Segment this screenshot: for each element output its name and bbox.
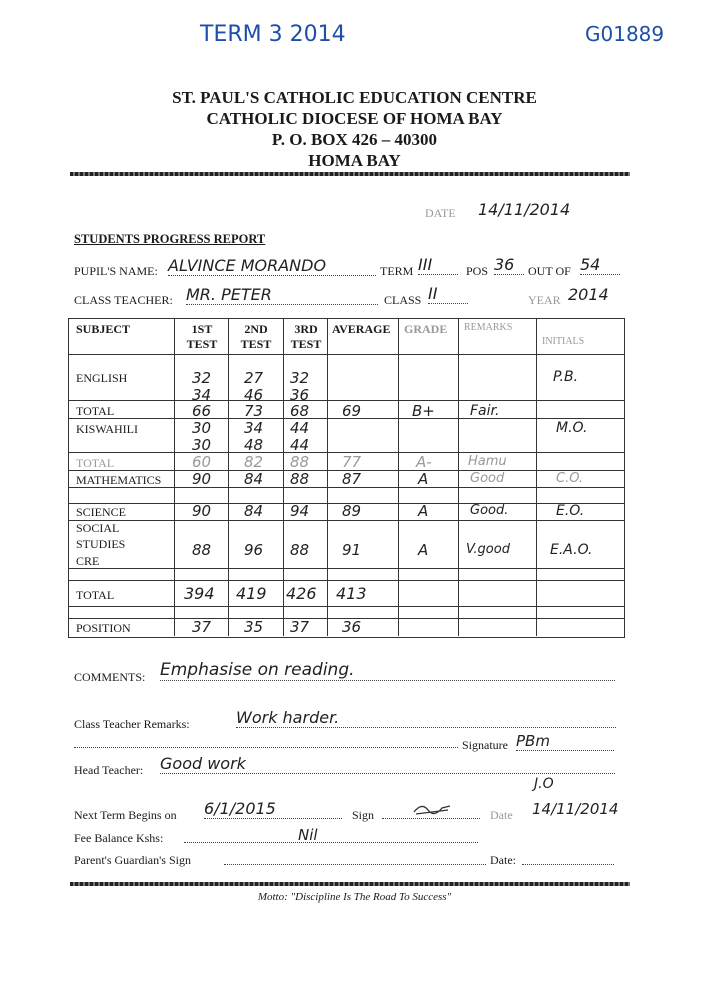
term-label: TERM xyxy=(380,264,414,278)
subject-cre: CRE xyxy=(76,554,100,568)
average: 89 xyxy=(342,502,362,520)
mark: 68 xyxy=(290,402,310,420)
average: 87 xyxy=(342,470,362,488)
mark: 88 xyxy=(192,541,212,559)
subject-kiswahili: KISWAHILI xyxy=(76,422,138,436)
row-divider xyxy=(68,606,624,607)
comments-label: COMMENTS: xyxy=(74,670,146,684)
col-divider xyxy=(536,318,537,636)
mark: 32 xyxy=(192,369,212,387)
grade: A xyxy=(418,470,429,488)
remarks-continuation xyxy=(74,747,458,748)
remark: Good xyxy=(470,471,505,486)
sign-label: Sign xyxy=(352,808,375,822)
grade: B+ xyxy=(412,402,435,420)
signature-label: Signature xyxy=(462,738,508,752)
class-label: CLASS xyxy=(384,293,422,307)
row-divider xyxy=(68,354,624,355)
mark: 44 xyxy=(290,419,310,437)
position-label: POSITION xyxy=(76,621,131,635)
fee-line xyxy=(184,842,478,843)
parent-sign-line xyxy=(224,864,486,865)
col-divider xyxy=(398,318,399,636)
school-name: ST. PAUL'S CATHOLIC EDUCATION CENTRE xyxy=(172,88,537,107)
mark: 96 xyxy=(244,541,264,559)
mark: 37 xyxy=(290,618,310,636)
subject-mathematics: MATHEMATICS xyxy=(76,473,162,487)
mark: 88 xyxy=(290,541,310,559)
outof-value: 54 xyxy=(580,255,620,275)
mark: 37 xyxy=(192,618,212,636)
mark: 27 xyxy=(244,369,264,387)
mark: 82 xyxy=(244,453,264,471)
mark: 426 xyxy=(286,584,317,603)
parent-sign-label: Parent's Guardian's Sign xyxy=(74,853,191,867)
mark: 35 xyxy=(244,618,264,636)
parent-date-line xyxy=(522,864,614,865)
po-box: P. O. BOX 426 – 40300 xyxy=(271,130,438,149)
term-value: III xyxy=(418,255,458,275)
initials-mathematics: C.O. xyxy=(556,471,584,486)
grand-total-label: TOTAL xyxy=(76,588,115,602)
head-teacher-initials: J.O xyxy=(534,776,554,792)
remark: Hamu xyxy=(468,454,507,469)
col-divider xyxy=(228,318,229,636)
header-grade: GRADE xyxy=(404,322,448,336)
total-english: TOTAL xyxy=(76,404,115,418)
grade: A- xyxy=(416,453,432,471)
mark: 46 xyxy=(244,386,264,404)
pos-value: 36 xyxy=(494,255,524,275)
average: 36 xyxy=(342,618,362,636)
header-subject: SUBJECT xyxy=(76,322,131,336)
head-teacher-value: Good work xyxy=(160,754,615,774)
col-divider xyxy=(327,318,328,636)
mark: 90 xyxy=(192,502,212,520)
footer-divider xyxy=(70,882,630,886)
motto: Motto: "Discipline Is The Road To Success" xyxy=(257,891,452,903)
next-term-value: 6/1/2015 xyxy=(204,799,342,819)
head-teacher-label: Head Teacher: xyxy=(74,763,144,777)
average: 69 xyxy=(342,402,362,420)
mark: 88 xyxy=(290,453,310,471)
mark: 60 xyxy=(192,453,212,471)
grade: A xyxy=(418,502,429,520)
report-title: STUDENTS PROGRESS REPORT xyxy=(74,232,266,246)
date-label: DATE xyxy=(425,206,456,220)
average: 77 xyxy=(342,453,362,471)
total-kiswahili: TOTAL xyxy=(76,456,115,470)
initials-science: E.O. xyxy=(556,503,585,519)
initials-kiswahili: M.O. xyxy=(556,420,588,436)
comments-value: Emphasise on reading. xyxy=(160,660,615,681)
subject-studies: STUDIES xyxy=(76,537,126,551)
ct-remarks-label: Class Teacher Remarks: xyxy=(74,717,190,731)
mark: 73 xyxy=(244,402,264,420)
row-divider xyxy=(68,520,624,521)
mark: 36 xyxy=(290,386,310,404)
mark: 84 xyxy=(244,470,264,488)
mark: 90 xyxy=(192,470,212,488)
ct-remarks-value: Work harder. xyxy=(236,708,616,728)
mark: 30 xyxy=(192,436,212,454)
term-note: TERM 3 2014 xyxy=(200,22,346,47)
header-initials: INITIALS xyxy=(542,336,585,347)
mark: 32 xyxy=(290,369,310,387)
next-term-date-value: 14/11/2014 xyxy=(532,800,619,818)
pupil-name: ALVINCE MORANDO xyxy=(168,256,376,276)
remark: V.good xyxy=(466,542,510,557)
mark: 84 xyxy=(244,502,264,520)
initials-english: P.B. xyxy=(553,369,579,385)
pupil-name-label: PUPIL'S NAME: xyxy=(74,264,158,278)
class-value: II xyxy=(428,284,468,304)
date-value: 14/11/2014 xyxy=(478,200,571,219)
next-term-label: Next Term Begins on xyxy=(74,808,177,822)
subject-science: SCIENCE xyxy=(76,505,127,519)
mark: 44 xyxy=(290,436,310,454)
grade: A xyxy=(418,541,429,559)
subject-social: SOCIAL xyxy=(76,521,120,535)
header-average: AVERAGE xyxy=(332,322,391,336)
remark: Good. xyxy=(470,503,509,518)
initials-social: E.A.O. xyxy=(550,542,593,558)
mark: 66 xyxy=(192,402,212,420)
col-divider xyxy=(174,318,175,636)
document-code: G01889 xyxy=(585,22,665,46)
mark: 394 xyxy=(184,584,215,603)
col-divider xyxy=(283,318,284,636)
class-teacher-label: CLASS TEACHER: xyxy=(74,293,173,307)
year-value: 2014 xyxy=(568,285,609,304)
header-divider xyxy=(70,172,630,176)
town: HOMA BAY xyxy=(308,151,401,170)
row-divider xyxy=(68,400,624,401)
header-test2: 2ND TEST xyxy=(240,322,272,351)
average: 413 xyxy=(336,584,367,603)
pos-label: POS xyxy=(466,264,489,278)
fee-value: Nil xyxy=(298,826,318,844)
parent-date-label: Date: xyxy=(490,853,516,867)
mark: 88 xyxy=(290,470,310,488)
average: 91 xyxy=(342,541,362,559)
header-test3: 3RD TEST xyxy=(290,322,322,351)
signature-value: PBm xyxy=(516,732,614,751)
remark: Fair. xyxy=(470,403,500,419)
sign-scribble-icon xyxy=(412,802,452,816)
col-divider xyxy=(458,318,459,636)
subject-english: ENGLISH xyxy=(76,371,128,385)
next-term-date-label: Date xyxy=(490,808,513,822)
mark: 419 xyxy=(236,584,267,603)
header-remarks: REMARKS xyxy=(464,322,513,333)
row-divider xyxy=(68,580,624,581)
mark: 30 xyxy=(192,419,212,437)
outof-label: OUT OF xyxy=(528,264,571,278)
mark: 34 xyxy=(192,386,212,404)
year-label: YEAR xyxy=(528,293,561,307)
fee-label: Fee Balance Kshs: xyxy=(74,831,164,845)
mark: 94 xyxy=(290,502,310,520)
diocese-name: CATHOLIC DIOCESE OF HOMA BAY xyxy=(206,109,503,128)
class-teacher-name: MR. PETER xyxy=(186,285,378,305)
mark: 48 xyxy=(244,436,264,454)
mark: 34 xyxy=(244,419,264,437)
sign-line xyxy=(382,806,480,819)
header-test1: 1ST TEST xyxy=(186,322,218,351)
row-divider xyxy=(68,568,624,569)
